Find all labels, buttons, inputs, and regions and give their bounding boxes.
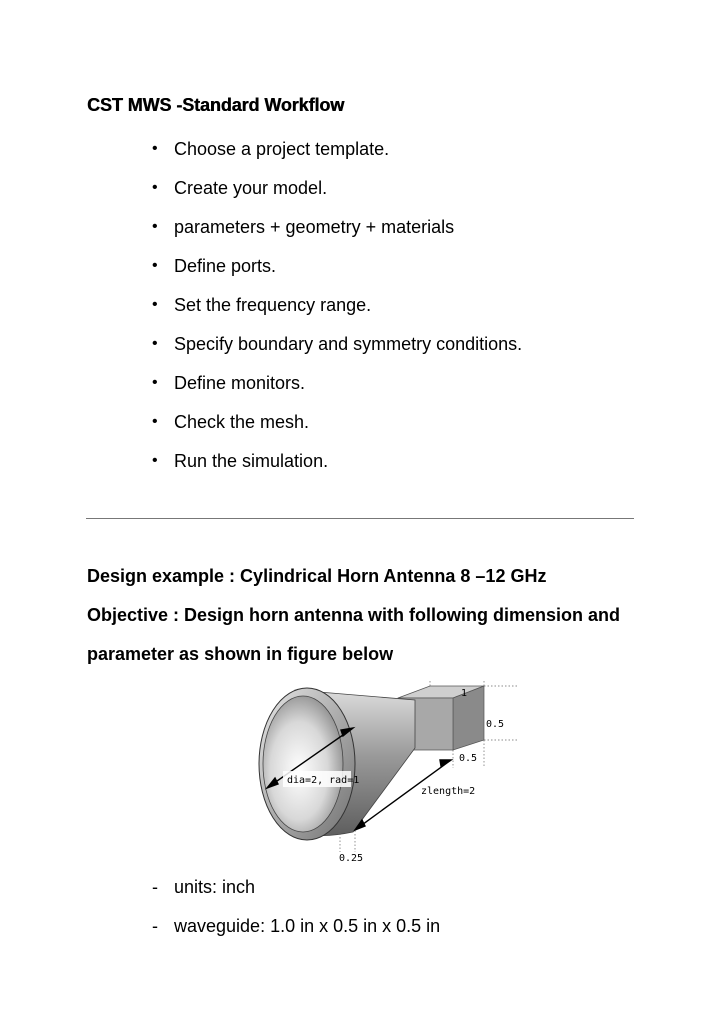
section-heading: CST MWS -Standard Workflow [87,95,345,115]
list-item [152,372,522,411]
list-item [152,255,522,294]
horn-antenna-figure [255,680,525,870]
list-item [152,876,440,915]
list-item [152,216,522,255]
bullet-icon: • [152,335,158,352]
list-item-text: Define monitors. [174,373,306,393]
bullet-icon: • [152,140,158,157]
list-item-text: Choose a project template. [174,139,390,159]
label-dia: dia=2, rad=1 [287,775,360,786]
dash-icon: - [152,916,158,936]
list-item-text: parameters + geometry + materials [174,217,455,237]
list-item [152,915,440,954]
label-05-mid: 0.5 [459,753,478,764]
list-item [152,138,522,177]
bullet-icon: • [152,296,158,313]
design-example-heading: Design example : Cylindrical Horn Antenna 8 –12 GHz [87,566,547,586]
bullet-icon: • [152,374,158,391]
workflow-list [152,138,522,489]
list-item-text: Specify boundary and symmetry conditions. [174,334,523,354]
list-item [152,411,522,450]
list-item-text: Run the simulation. [174,451,329,471]
label-1: 1 [461,688,468,699]
list-item-text: waveguide: 1.0 in x 0.5 in x 0.5 in [174,916,441,936]
list-item [152,294,522,333]
list-item [152,177,522,216]
objective-line-2: parameter as shown in figure below [87,644,394,664]
list-item-text: Define ports. [174,256,277,276]
spec-list [152,876,440,954]
list-item-text: Check the mesh. [174,412,310,432]
dash-icon: - [152,877,158,897]
bullet-icon: • [152,413,158,430]
label-05-top: 0.5 [486,719,505,730]
bullet-icon: • [152,179,158,196]
list-item-text: units: inch [174,877,256,897]
bullet-icon: • [152,257,158,274]
list-item [152,450,522,489]
objective-line-1: Objective : Design horn antenna with following dimension and [87,605,621,625]
zlength-arrowhead-b [440,760,451,766]
list-item [152,333,522,372]
horizontal-divider [86,518,634,519]
list-item-text: Set the frequency range. [174,295,372,315]
bullet-icon: • [152,452,158,469]
label-zlength: zlength=2 [421,786,476,797]
list-item-text: Create your model. [174,178,328,198]
bullet-icon: • [152,218,158,235]
aperture-inner [263,696,343,832]
label-025: 0.25 [339,853,364,864]
